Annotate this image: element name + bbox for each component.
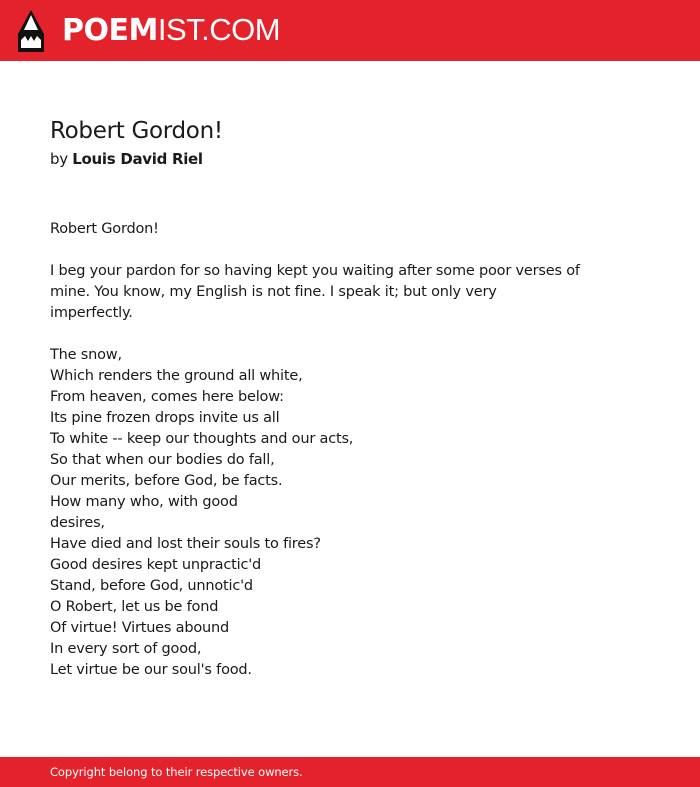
poem-title: Robert Gordon! — [50, 118, 223, 144]
poem-line: Good desires kept unpractic'd — [50, 557, 262, 573]
poem-line: Robert Gordon! — [50, 221, 159, 237]
logo-text-bold: POEM — [62, 13, 158, 48]
byline — [50, 148, 203, 170]
logo-text-light: IST.COM — [157, 12, 281, 47]
poem-line: Of virtue! Virtues abound — [50, 620, 230, 636]
poem-line: Have died and lost their souls to fires? — [50, 536, 321, 552]
site-header — [0, 0, 700, 61]
poem-line: Our merits, before God, be facts. — [50, 473, 283, 489]
poem-line: To white -- keep our thoughts and our acts, — [50, 431, 354, 447]
pencil-logo-icon[interactable] — [18, 10, 44, 52]
poem-line: From heaven, comes here below: — [50, 389, 284, 405]
stanza-break — [50, 324, 590, 345]
poem-line: Stand, before God, unnotic'd — [50, 578, 253, 594]
poem-line: Which renders the ground all white, — [50, 368, 303, 384]
author-name[interactable]: Louis David Riel — [72, 150, 203, 168]
poem-line: desires, — [50, 515, 105, 531]
poem-line: So that when our bodies do fall, — [50, 452, 275, 468]
poem-line: mine. You know, my English is not fine. I speak it; but only very — [50, 284, 497, 300]
by-label: by — [50, 150, 68, 168]
poem-line: In every sort of good, — [50, 641, 202, 657]
stanza-break — [50, 240, 590, 261]
poem-line: Let virtue be our soul's food. — [50, 662, 252, 678]
poem-line: Its pine frozen drops invite us all — [50, 410, 280, 426]
poem-line: How many who, with good — [50, 494, 238, 510]
copyright-text: Copyright belong to their respective owners. — [50, 765, 303, 779]
poem-line: O Robert, let us be fond — [50, 599, 219, 615]
poem-line: The snow, — [50, 347, 122, 363]
poem-line: imperfectly. — [50, 305, 133, 321]
poem-body — [50, 219, 590, 681]
site-footer — [0, 757, 700, 787]
site-logo[interactable] — [62, 12, 280, 49]
poem-line: I beg your pardon for so having kept you waiting after some poor verses of — [50, 263, 580, 279]
